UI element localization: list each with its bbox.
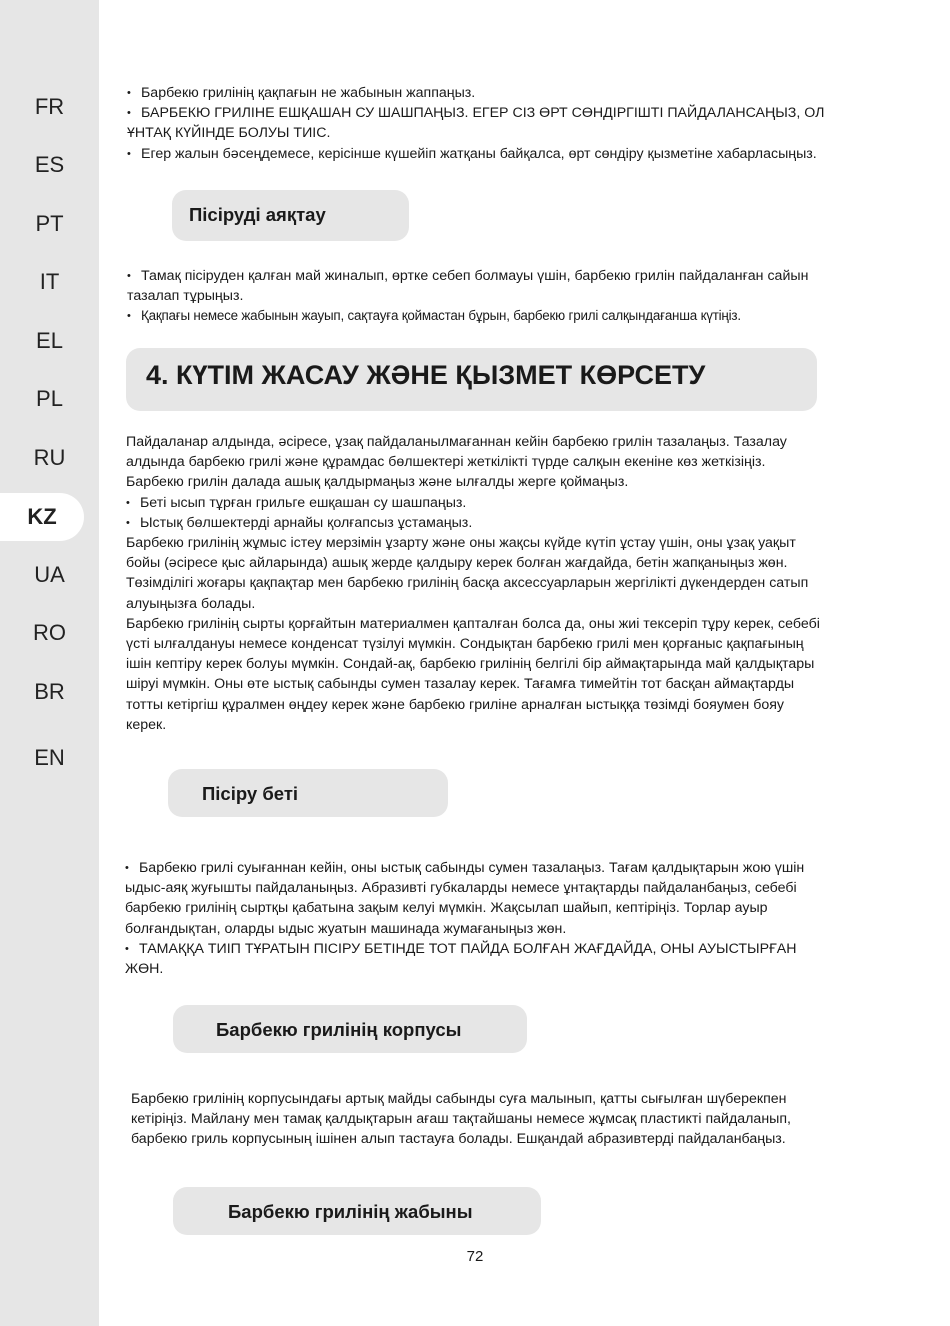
paragraph: Пайдаланар алдында, әсіресе, ұзақ пайдаланылмағаннан кейін барбекю грилін тазалаңыз. Тазалау алдында барбекю грилі және құрамдас бөлшектері жеткілікті түрде салқын екеніне көз жеткізіңіз. Барбекю грилін далада ашық қалдырмаңыз және ылғалды жерге қоймаңыз. — [126, 434, 787, 491]
lang-tab-pl[interactable]: PL — [36, 386, 63, 411]
paragraph: Барбекю грилінің сырты қорғайтын материалмен қапталған болса да, оны жиі тексеріп тұру керек, себебі үсті ылғалдануы немесе конденсат түзілуі мүмкін. Сондықтан барбекю грилі мен қорғаныс қақпағының ішін кептіру керек болуы мүмкін. Сондай-ақ, барбекю грилінің белгілі бір аймақтарында май қалдықтары шіруі мүмкін. Оны өте ыстық сабынды сумен тазалау керек. Тағамға тимейтін тот басқан аймақтарды тотты кетіргіш құралмен өңдеу керек және барбекю гриліне арналған ыстыққа төзімді бояумен бояу керек. — [126, 615, 820, 733]
language-sidebar — [0, 0, 99, 1326]
lang-tab-ro[interactable]: RO — [33, 620, 66, 645]
lang-tab-fr[interactable]: FR — [34, 94, 65, 119]
chapter-header — [126, 348, 817, 411]
bullet-item: • Егер жалын бәсеңдемесе, керісінше күшейіп жатқаны байқалса, өрт сөндіру қызметіне хабарласыңыз. — [127, 144, 827, 164]
lang-tab-es[interactable]: ES — [34, 152, 65, 177]
lang-tab-pt[interactable]: PT — [35, 211, 64, 236]
section-heading: Пісіру беті — [202, 783, 299, 804]
lang-tab-el[interactable]: EL — [36, 328, 63, 353]
chapter-body — [126, 432, 826, 735]
bullet-item: • Барбекю грилінің қақпағын не жабынын жаппаңыз. — [127, 83, 827, 103]
lang-tab-it[interactable]: IT — [39, 269, 60, 294]
lang-tab-ua[interactable]: UA — [34, 562, 65, 587]
page-number: 72 — [466, 1248, 484, 1265]
body-paragraph-block — [131, 1089, 811, 1150]
lang-tab-en[interactable]: EN — [34, 745, 65, 770]
lang-tab-br[interactable]: BR — [34, 679, 65, 704]
lang-tab-kz-active[interactable]: KZ — [0, 493, 84, 541]
section-header-body — [173, 1005, 527, 1053]
lang-tab-ru[interactable]: RU — [33, 445, 66, 470]
section-header-cover — [173, 1187, 541, 1235]
finish-bullet-list — [127, 266, 827, 327]
paragraph: Барбекю грилінің корпусындағы артық майды сабынды суға малынып, қатты сығылған шүберекпен кетіріңіз. Майлану мен тамақ қалдықтарын ағаш тақтайшаны немесе жұмсақ пластикті пайдаланып, барбекю гриль корпусының ішінен алып тастауға болады. Ешқандай абразивтерді пайдаланбаңыз. — [131, 1091, 791, 1148]
bullet-item: • Барбекю грилі суығаннан кейін, оны ыстық сабынды сумен тазалаңыз. Тағам қалдықтарын жою үшін ыдыс-аяқ жуғышты пайдаланыңыз. Абразивті губкаларды немесе ұнтақтарды пайдаланбаңыз, себебі барбекю грилінің сыртқы қабатына зақым келуі мүмкін. Жақсылап шайып, кептіріңіз. Торлар ауыр болғандықтан, оларды ыдыс жуатын машинада жумағаныңыз жөн. — [125, 858, 833, 939]
bullet-item: • Беті ысып тұрған грильге ешқашан су шашпаңыз. — [126, 493, 826, 513]
bullet-item: • Қақпағы немесе жабынын жауып, сақтауға қоймастан бұрын, барбекю грилі салқындағанша күтіңіз. — [127, 306, 827, 326]
paragraph: Барбекю грилінің жұмыс істеу мерзімін ұзарту және оны жақсы күйде күтіп ұстау үшін, оны ұзақ уақыт бойы (әсіресе қыс айларында) ашық жерде қалдыру керек болған жағдайда, бетін жапқаныңыз жөн. Төзімділігі жоғары қақпақтар мен барбекю грилінің басқа аксессуарларын жергілікті дүкендерден сатып алуыңызға болады. — [126, 535, 809, 612]
section-header-surface — [168, 769, 448, 817]
bullet-item: • ТАМАҚҚА ТИІП ТҰРАТЫН ПІСІРУ БЕТІНДЕ ТОТ ПАЙДА БОЛҒАН ЖАҒДАЙДА, ОНЫ АУЫСТЫРҒАН ЖӨН. — [125, 939, 833, 979]
surface-bullet-list — [125, 858, 833, 979]
bullet-item: • Тамақ пісіруден қалған май жиналып, өртке себеп болмауы үшін, барбекю грилін пайдаланған сайын тазалап тұрыңыз. — [127, 266, 827, 306]
section-heading: Барбекю грилінің корпусы — [216, 1019, 462, 1040]
section-header-finish — [172, 190, 409, 241]
bullet-item: • Ыстық бөлшектерді арнайы қолғапсыз ұстамаңыз. — [126, 513, 826, 533]
chapter-heading: 4. КҮТІМ ЖАСАУ ЖӘНЕ ҚЫЗМЕТ КӨРСЕТУ — [146, 360, 706, 390]
top-bullet-list — [127, 83, 827, 164]
section-heading: Пісіруді аяқтау — [189, 204, 326, 225]
section-heading: Барбекю грилінің жабыны — [228, 1201, 473, 1222]
bullet-item: • БАРБЕКЮ ГРИЛІНЕ ЕШҚАШАН СУ ШАШПАҢЫЗ. ЕГЕР СІЗ ӨРТ СӨНДІРГІШТІ ПАЙДАЛАНСАҢЫЗ, ОЛ ҰНТАҚ КҮЙІНДЕ БОЛУЫ ТИІС. — [127, 103, 827, 143]
